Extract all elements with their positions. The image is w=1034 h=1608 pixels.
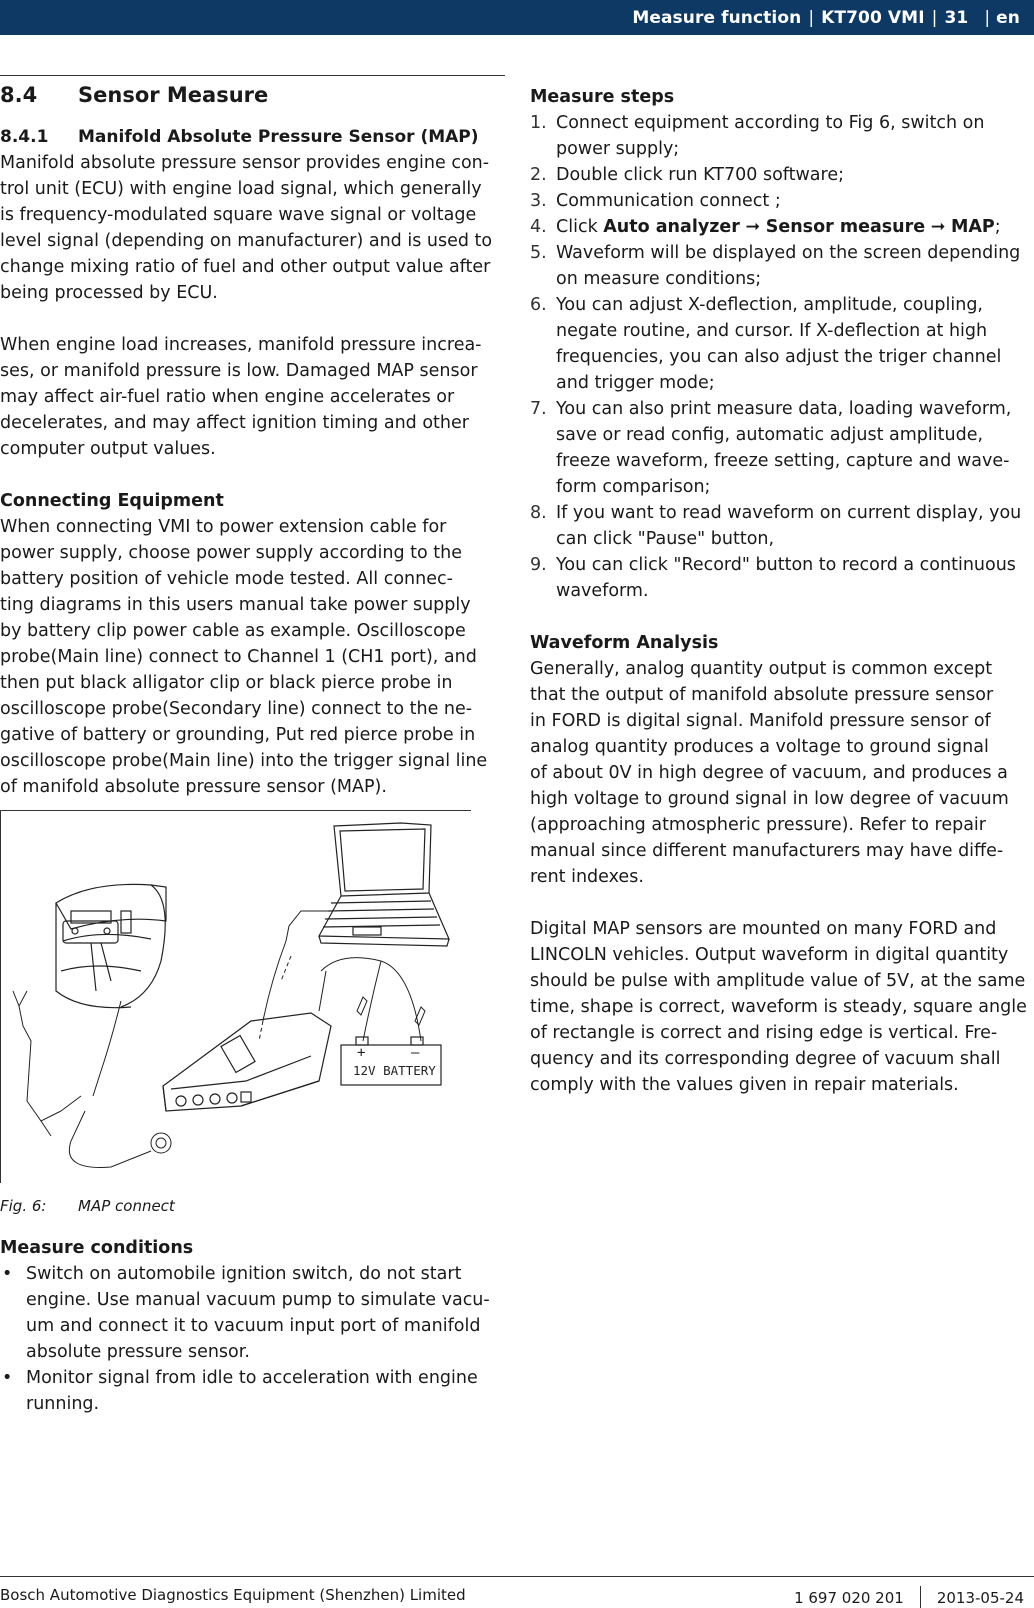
text-line: level signal (depending on manufacturer) and is used to [0, 231, 493, 251]
right-column [530, 84, 1034, 1098]
list-item [530, 552, 1034, 604]
step-number: 8. [530, 503, 547, 523]
battery-minus-sign: — [411, 1045, 420, 1061]
footer-doc-number: 1 697 020 201 [794, 1589, 904, 1607]
connection-diagram [1, 811, 471, 1183]
running-header: Measure function | KT700 VMI | 31 | en [632, 8, 1020, 28]
list-item [0, 1365, 505, 1417]
text-line: waveform. [556, 581, 649, 601]
section-number: 8.4 [0, 83, 38, 107]
text-line: Switch on automobile ignition switch, do not start [26, 1264, 462, 1284]
arrow-icon: ➞ [745, 217, 761, 237]
header-product: KT700 VMI [821, 8, 925, 28]
text-line: is frequency-modulated square wave signal or voltage [0, 205, 477, 225]
text-line: and trigger mode; [556, 373, 715, 393]
text-line: manual since different manufacturers may have diffe- [530, 841, 1004, 861]
text-line: Click Auto analyzer ➞ Sensor measure ➞ MAP; [556, 217, 1001, 237]
text-line: absolute pressure sensor. [26, 1342, 250, 1362]
subsection-heading [0, 124, 505, 150]
text-line: that the output of manifold absolute pressure sensor [530, 685, 994, 705]
figure-number: Fig. 6: [0, 1197, 47, 1215]
text-line: You can click "Record" button to record a continuous [556, 555, 1016, 575]
text-line: by battery clip power cable as example. Oscilloscope [0, 621, 466, 641]
text-line: freeze waveform, freeze setting, capture and wave- [556, 451, 1010, 471]
text-line: comply with the values given in repair materials. [530, 1075, 959, 1095]
text-line: um and connect it to vacuum input port of manifold [26, 1316, 481, 1336]
text-line: You can adjust X-deflection, amplitude, coupling, [556, 295, 983, 315]
step-number: 9. [530, 555, 547, 575]
list-item [530, 214, 1034, 240]
text-line: of rectangle is correct and rising edge is vertical. Fre- [530, 1023, 998, 1043]
text-line: analog quantity produces a voltage to ground signal [530, 737, 989, 757]
step-number: 6. [530, 295, 547, 315]
text-line: change mixing ratio of fuel and other output value after [0, 257, 491, 277]
step-number: 4. [530, 217, 547, 237]
measure-steps-heading: Measure steps [530, 87, 675, 107]
kt700-device-drawing [163, 1013, 331, 1111]
intro-paragraph [0, 150, 505, 306]
map-connection-figure [0, 810, 471, 1183]
text-line: in FORD is digital signal. Manifold pressure sensor of [530, 711, 991, 731]
text-line: trol unit (ECU) with engine load signal, which generally [0, 179, 482, 199]
list-item [530, 240, 1034, 292]
text-line: decelerates, and may affect ignition timing and other [0, 413, 469, 433]
engine-load-paragraph [0, 332, 505, 462]
step-number: 2. [530, 165, 547, 185]
list-item [0, 1261, 505, 1365]
text-line: oscilloscope probe(Main line) into the trigger signal line [0, 751, 488, 771]
connecting-paragraph [0, 514, 505, 800]
footer-date: 2013-05-24 [936, 1589, 1024, 1607]
text-line: Double click run KT700 software; [556, 165, 844, 185]
engine-bay-drawing [56, 884, 166, 1007]
measure-conditions-list [0, 1261, 505, 1417]
menu-path-map: MAP [950, 217, 995, 237]
text-line: of manifold absolute pressure sensor (MAP). [0, 777, 387, 797]
menu-path-auto-analyzer: Auto analyzer [603, 217, 740, 237]
text-line: frequencies, you can also adjust the triger channel [556, 347, 1002, 367]
footer-doc-info [794, 1586, 1024, 1608]
text-line: gative of battery or grounding, Put red pierce probe in [0, 725, 476, 745]
connecting-equipment-heading: Connecting Equipment [0, 491, 224, 511]
text-line: can click "Pause" button, [556, 529, 775, 549]
text-line: Waveform will be displayed on the screen depending [556, 243, 1021, 263]
waveform-analysis-heading: Waveform Analysis [530, 633, 719, 653]
battery-plus-sign: + [357, 1045, 366, 1061]
arrow-icon: ➞ [930, 217, 946, 237]
text-line: power supply; [556, 139, 680, 159]
text-line: Generally, analog quantity output is common except [530, 659, 993, 679]
text-line: You can also print measure data, loading waveform, [556, 399, 1012, 419]
text-line: Manifold absolute pressure sensor provides engine con- [0, 153, 490, 173]
text-line: Communication connect ; [556, 191, 781, 211]
header-language: en [996, 8, 1020, 28]
list-item [530, 110, 1034, 162]
text-line: engine. Use manual vacuum pump to simulate vacu- [26, 1290, 490, 1310]
step-number: 3. [530, 191, 547, 211]
text-line: should be pulse with amplitude value of 5V, at the same [530, 971, 1026, 991]
text-line: probe(Main line) connect to Channel 1 (CH1 port), and [0, 647, 477, 667]
text-line: When connecting VMI to power extension cable for [0, 517, 447, 537]
step-number: 1. [530, 113, 547, 133]
page-header-bar [0, 0, 1034, 35]
footer-rule [0, 1576, 1034, 1577]
left-column [0, 75, 505, 1417]
laptop-drawing [319, 823, 449, 946]
digital-map-paragraph [530, 916, 1034, 1098]
text-line: negate routine, and cursor. If X-deflection at high [556, 321, 988, 341]
text-line: If you want to read waveform on current display, you [556, 503, 1022, 523]
list-item [530, 292, 1034, 396]
text-line: may affect air-fuel ratio when engine accelerates or [0, 387, 455, 407]
list-item [530, 500, 1034, 552]
subsection-number: 8.4.1 [0, 127, 49, 147]
text-line: time, shape is correct, waveform is steady, square angle [530, 997, 1027, 1017]
text-line: computer output values. [0, 439, 216, 459]
text-line: Monitor signal from idle to acceleration with engine [26, 1368, 478, 1388]
bullet-glyph: • [2, 1264, 13, 1284]
list-item [530, 162, 1034, 188]
text-line: When engine load increases, manifold pressure increa- [0, 335, 482, 355]
text-line: LINCOLN vehicles. Output waveform in digital quantity [530, 945, 1009, 965]
bullet-glyph: • [2, 1368, 13, 1388]
text-line: ses, or manifold pressure is low. Damaged MAP sensor [0, 361, 478, 381]
section-title: Sensor Measure [78, 83, 269, 107]
menu-path-sensor-measure: Sensor measure [765, 217, 926, 237]
text-line: being processed by ECU. [0, 283, 218, 303]
list-item [530, 188, 1034, 214]
text-line: quency and its corresponding degree of vacuum shall [530, 1049, 1001, 1069]
analysis-paragraph [530, 656, 1034, 890]
text-line: (approaching atmospheric pressure). Refer to repair [530, 815, 986, 835]
text-line: ting diagrams in this users manual take power supply [0, 595, 471, 615]
measure-conditions-heading: Measure conditions [0, 1238, 194, 1258]
text-line: running. [26, 1394, 100, 1414]
battery-label: 12V BATTERY [353, 1063, 436, 1078]
text-line: battery position of vehicle mode tested. All connec- [0, 569, 453, 589]
text-line: Connect equipment according to Fig 6, switch on [556, 113, 985, 133]
cables-drawing [13, 911, 425, 1167]
step-number: 5. [530, 243, 547, 263]
list-item [530, 396, 1034, 500]
text-line: save or read config, automatic adjust amplitude, [556, 425, 984, 445]
header-section: Measure function [632, 8, 802, 28]
section-rule [0, 75, 505, 76]
text-line: then put black alligator clip or black pierce probe in [0, 673, 453, 693]
text-line: form comparison; [556, 477, 711, 497]
text-line: of about 0V in high degree of vacuum, and produces a [530, 763, 1008, 783]
step-number: 7. [530, 399, 547, 419]
text-line: rent indexes. [530, 867, 644, 887]
subsection-title: Manifold Absolute Pressure Sensor (MAP) [78, 127, 479, 147]
header-page-number: 31 [944, 8, 969, 28]
text-line: on measure conditions; [556, 269, 762, 289]
measure-steps-list [530, 110, 1034, 604]
section-heading [0, 80, 505, 114]
footer-company: Bosch Automotive Diagnostics Equipment (Shenzhen) Limited [0, 1586, 466, 1604]
text-line: high voltage to ground signal in low degree of vacuum [530, 789, 1009, 809]
text-line: power supply, choose power supply according to the [0, 543, 462, 563]
text-line: Digital MAP sensors are mounted on many FORD and [530, 919, 997, 939]
figure-caption [0, 1195, 505, 1221]
figure-title: MAP connect [78, 1197, 175, 1215]
text-line: oscilloscope probe(Secondary line) connect to the ne- [0, 699, 473, 719]
battery-drawing [341, 1037, 441, 1085]
